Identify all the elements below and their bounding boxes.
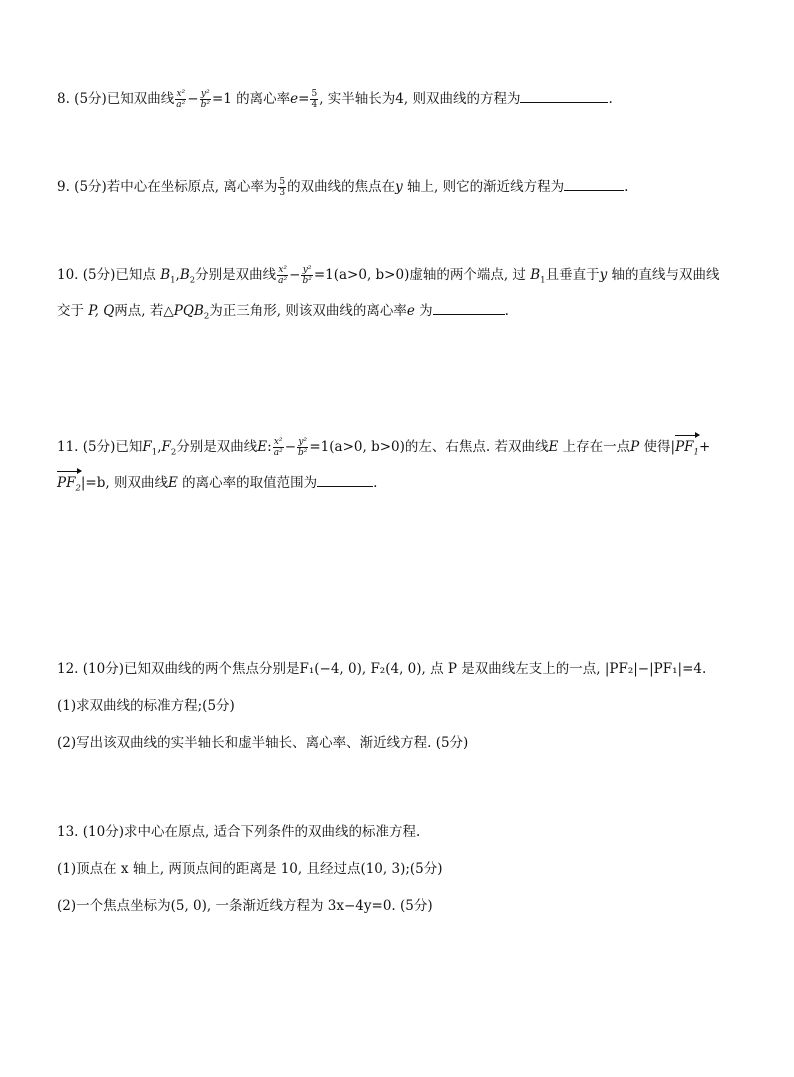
question-12-part-2: (2)写出该双曲线的实半轴长和虚半轴长、离心率、渐近线方程. (5分) [57, 735, 469, 751]
fraction-5-3: $\frac{5}{3}$ [279, 177, 286, 198]
answer-blank[interactable] [564, 176, 624, 191]
vector-pf1: $PF_1$ [675, 439, 699, 458]
fraction-y2-b2: $\frac{\text{y²}}{\text{b²}}$ [200, 89, 210, 110]
answer-blank[interactable] [317, 472, 373, 487]
question-8: 8. (5分)已知双曲线 $\frac{\text{x²}}{\text{a²}}$ − $\frac{\text{y²}}{\text{b²}}$ =1 的离心率e= $\frac{5}{4}$ , 实半轴长为4, 则双曲线的方程为 . [57, 89, 613, 110]
question-11-line-2: $PF_2|=b$, 则双曲线E 的离心率的取值范围为 . [57, 472, 377, 493]
vector-pf2: $PF_2$ [57, 475, 81, 494]
question-10-line-1: 10. (5分)已知点 $B_1,B_2$分别是双曲线 $\frac{\text{x²}}{\text{a²}}$ − $\frac{\text{y²}}{\text{b²}}$ =1(a>0, b>0)虚轴的两个端点, 过 $B_1$且垂直于y 轴的直线与双曲线 [57, 265, 720, 286]
fraction-x2-a2: $\frac{\text{x²}}{\text{a²}}$ [278, 265, 288, 286]
fraction-y2-b2: $\frac{\text{y²}}{\text{b²}}$ [302, 265, 312, 286]
fraction-5-4: $\frac{5}{4}$ [311, 89, 318, 110]
question-9: 9. (5分)若中心在坐标原点, 离心率为 $\frac{5}{3}$ 的双曲线的焦点在y 轴上, 则它的渐近线方程为 . [57, 177, 629, 198]
answer-blank[interactable] [433, 300, 505, 315]
fraction-x2-a2: $\frac{\text{x²}}{\text{a²}}$ [176, 89, 186, 110]
fraction-y2-b2: $\frac{\text{y²}}{\text{b²}}$ [298, 437, 308, 458]
fraction-x2-a2: $\frac{\text{x²}}{\text{a²}}$ [273, 437, 283, 458]
question-13-part-2: (2)一个焦点坐标为(5, 0), 一条渐近线方程为 3x−4y=0. (5分) [57, 898, 433, 914]
question-12-part-1: (1)求双曲线的标准方程;(5分) [57, 698, 235, 714]
question-11-line-1: 11. (5分)已知$F_1,F_2$分别是双曲线E: $\frac{\text{x²}}{\text{a²}}$ − $\frac{\text{y²}}{\text{b²}}$ =1(a>0, b>0)的左、右焦点. 若双曲线E 上存在一点P 使得$|PF_1+$ [57, 437, 711, 458]
q8-prefix: 8. (5分)已知双曲线 [57, 91, 175, 107]
answer-blank[interactable] [520, 88, 608, 103]
question-10-line-2: 交于 P, Q两点, 若$\triangle PQB_2$为正三角形, 则该双曲线的离心率e 为 . [57, 300, 509, 321]
question-13-stem: 13. (10分)求中心在原点, 适合下列条件的双曲线的标准方程. [57, 824, 421, 840]
question-13-part-1: (1)顶点在 x 轴上, 两顶点间的距离是 10, 且经过点(10, 3);(5分) [57, 861, 443, 877]
question-12-stem: 12. (10分)已知双曲线的两个焦点分别是F₁(−4, 0), F₂(4, 0), 点 P 是双曲线左支上的一点, |PF₂|−|PF₁|=4. [57, 661, 707, 677]
